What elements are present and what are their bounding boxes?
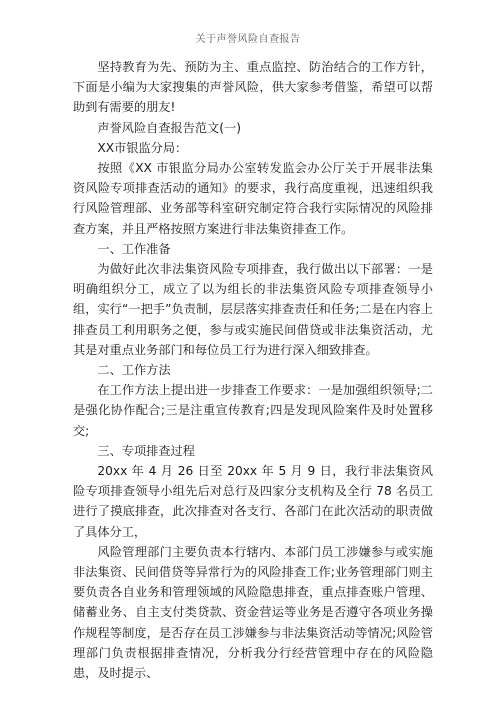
body-paragraph: 为做好此次非法集资风险专项排查，我行做出以下部署：一是明确组织分工，成立了以为组长的非法集资风险专项排查领导小组，实行“一把手”负责制，层层落实排查责任和任务;二是在内容上排查员工利用职务之便，参与或实施民间借贷或非法集资活动，尤其是对重点业务部门和每位员工行为进行深入细致排查。 — [73, 262, 433, 357]
body-paragraph: 20xx 年 4 月 26 日至 20xx 年 5 月 9 日，我行非法集资风险专项排查领导小组先后对总行及四家分支机构及全行 78 名员工进行了摸底排查，此次排查对各支行、各部门在此次活动的职责做了具体分工， — [73, 464, 433, 539]
body-paragraph: 在工作方法上提出进一步排查工作要求：一是加强组织领导;二是强化协作配合;三是注重宣传教育;四是发现风险案件及时处置移交; — [73, 383, 433, 438]
salutation: XX市银监分局： — [97, 140, 188, 155]
section-heading: 二、工作方法 — [97, 363, 171, 378]
page-header: 关于声誉风险自查报告 — [195, 34, 301, 45]
section-heading: 一、工作准备 — [97, 241, 171, 256]
body-paragraph: 按照《XX 市银监分局办公室转发监会办公厅关于开展非法集资风险专项排查活动的通知》的要求，我行高度重视，迅速组织我行风险管理部、业务部等科室研究制定符合我行实际情况的风险排查方案，并且严格按照方案进行非法集资排查工作。 — [73, 161, 433, 236]
section-title: 声誉风险自查报告范文(一) — [97, 120, 241, 135]
intro-paragraph: 坚持教育为先、预防为主、重点监控、防治结合的工作方针，下面是小编为大家搜集的声誉风险，供大家参考借鉴，希望可以帮助到有需要的朋友! — [73, 60, 433, 115]
section-heading: 三、专项排查过程 — [97, 443, 195, 458]
document-body — [73, 57, 433, 683]
body-paragraph: 风险管理部门主要负责本行辖内、本部门员工涉嫌参与或实施非法集资、民间借贷等异常行为的风险排查工作;业务管理部门则主要负责各自业务和管理领域的风险隐患排查，重点排查账户管理、储蓄业务、自主支付类贷款、资金营运等业务是否遵守各项业务操作规程等制度，是否存在员工涉嫌参与非法集资活动等情况;风险管理部门负责根据排查情况，分析我分行经营管理中存在的风险隐患，及时提示、 — [73, 544, 433, 681]
